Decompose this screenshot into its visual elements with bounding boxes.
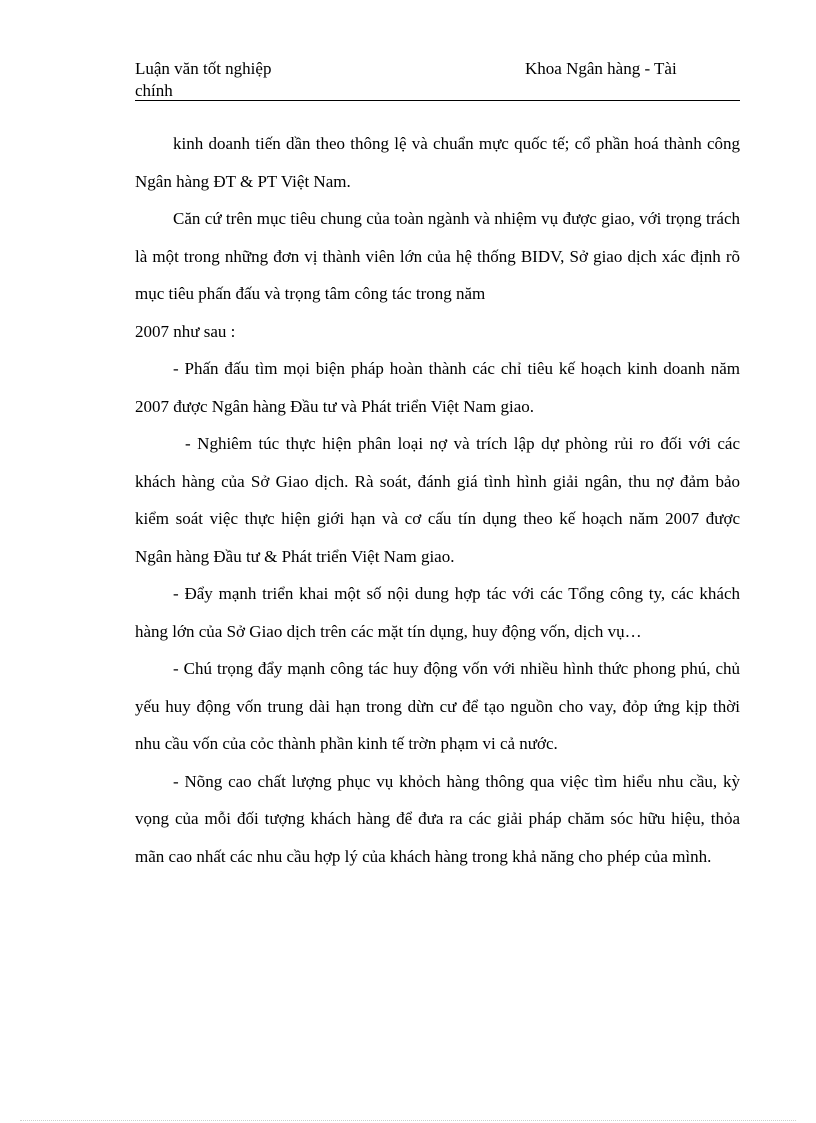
header-divider (135, 100, 740, 101)
paragraph-7: - Nõng cao chất lượng phục vụ khỏch hàng thông qua việc tìm hiểu nhu cầu, kỳ vọng của mỗi đối tượng khách hàng để đưa ra các giải pháp chăm sóc hữu hiệu, thỏa mãn cao nhất các nhu cầu hợp lý của khách hàng trong khả năng cho phép của mình. (135, 771, 740, 866)
paragraph-3: - Phấn đấu tìm mọi biện pháp hoàn thành các chỉ tiêu kế hoạch kinh doanh năm 2007 được Ngân hàng Đầu tư và Phát triển Việt Nam giao. (135, 359, 740, 416)
paragraph-1: kinh doanh tiến dần theo thông lệ và chuẩn mực quốc tế; cổ phần hoá thành công Ngân hàng ĐT & PT Việt Nam. (135, 134, 740, 191)
page-bottom-border (20, 1120, 796, 1121)
paragraph-2-continued: 2007 như sau : (135, 321, 236, 341)
paragraph-4: - Nghiêm túc thực hiện phân loại nợ và trích lập dự phòng rủi ro đối với các khách hàng của Sở Giao dịch. Rà soát, đánh giá tình hình giải ngân, thu nợ đảm bảo kiểm soát việc thực hiện giới hạn và cơ cấu tín dụng theo kế hoạch năm 2007 được Ngân hàng Đầu tư & Phát triển Việt Nam giao. (135, 434, 740, 566)
paragraph-6: - Chú trọng đẩy mạnh công tác huy động vốn với nhiều hình thức phong phú, chủ yếu huy động vốn trung dài hạn trong dừn cư để tạo nguồn cho vay, đỏp ứng kịp thời nhu cầu vốn của cỏc thành phần kinh tế trờn phạm vi cả nước. (135, 659, 740, 753)
header-faculty-continuation: chính (135, 81, 173, 100)
document-body (135, 125, 740, 875)
paragraph-5: - Đẩy mạnh triển khai một số nội dung hợp tác với các Tổng công ty, các khách hàng lớn của Sở Giao dịch trên các mặt tín dụng, huy động vốn, dịch vụ… (135, 584, 740, 641)
paragraph-2: Căn cứ trên mục tiêu chung của toàn ngành và nhiệm vụ được giao, với trọng trách là một trong những đơn vị thành viên lớn của hệ thống BIDV, Sở giao dịch xác định rõ mục tiêu phấn đấu và trọng tâm công tác trong năm (135, 209, 740, 303)
header-faculty: Khoa Ngân hàng - Tài (525, 59, 677, 78)
header-thesis-title: Luận văn tốt nghiệp (135, 59, 272, 78)
